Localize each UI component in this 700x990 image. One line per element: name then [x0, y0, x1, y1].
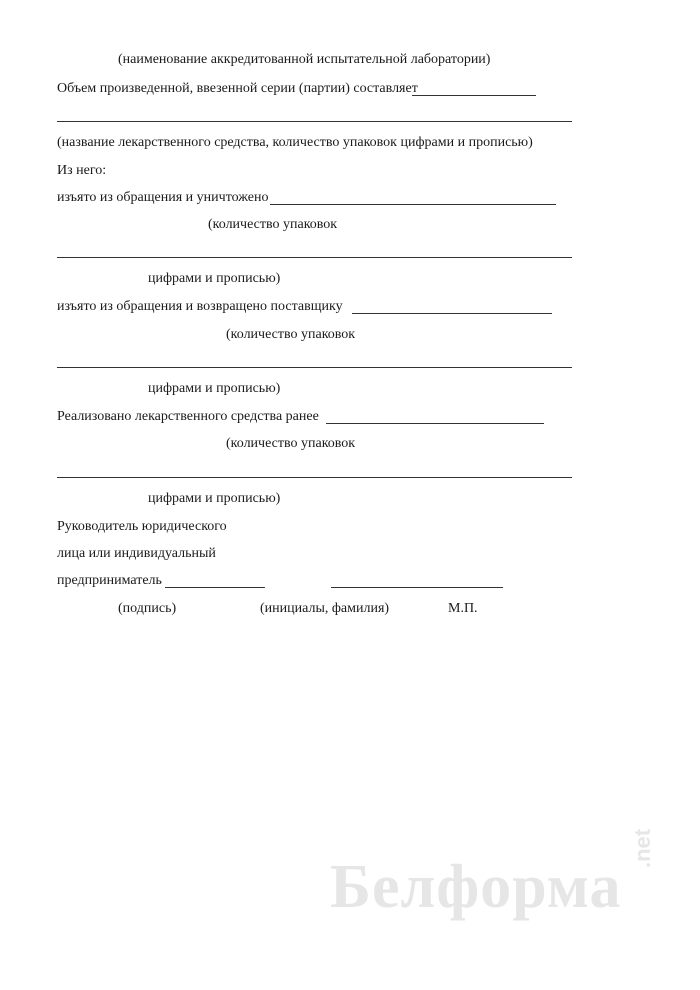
signature-blank[interactable]	[165, 587, 265, 588]
sold-label: Реализовано лекарственного средства ранее	[57, 409, 319, 424]
drug-caption: (название лекарственного средства, количество упаковок цифрами и прописью)	[57, 135, 533, 150]
volume-blank[interactable]	[412, 95, 536, 96]
signatory-line-2: лица или индивидуальный	[57, 546, 216, 561]
returned-label: изъято из обращения и возвращено поставщику	[57, 299, 343, 314]
destroyed-blank-full[interactable]	[57, 257, 572, 258]
signatory-line-3: предприниматель	[57, 573, 162, 588]
watermark-logo: Белформа	[330, 853, 622, 921]
returned-blank[interactable]	[352, 313, 552, 314]
signatory-line-1: Руководитель юридического	[57, 519, 227, 534]
watermark-domain: .net	[630, 828, 655, 868]
signature-caption: (подпись)	[118, 601, 177, 616]
lab-caption: (наименование аккредитованной испытательной лаборатории)	[118, 52, 491, 67]
stamp-caption: М.П.	[448, 601, 478, 616]
returned-caption-1: (количество упаковок	[226, 327, 356, 342]
of-it-label: Из него:	[57, 163, 107, 178]
sold-blank-full[interactable]	[57, 477, 572, 478]
returned-caption-2: цифрами и прописью)	[148, 381, 281, 396]
name-caption: (инициалы, фамилия)	[260, 601, 390, 616]
sold-caption-1: (количество упаковок	[226, 436, 356, 451]
destroyed-caption-2: цифрами и прописью)	[148, 271, 281, 286]
name-blank[interactable]	[331, 587, 503, 588]
destroyed-label: изъято из обращения и уничтожено	[57, 190, 269, 205]
sold-caption-2: цифрами и прописью)	[148, 491, 281, 506]
drug-blank[interactable]	[57, 121, 572, 122]
returned-blank-full[interactable]	[57, 367, 572, 368]
sold-blank[interactable]	[326, 423, 544, 424]
volume-label: Объем произведенной, ввезенной серии (партии) составляет	[57, 81, 418, 96]
destroyed-blank[interactable]	[270, 204, 556, 205]
destroyed-caption-1: (количество упаковок	[208, 217, 338, 232]
